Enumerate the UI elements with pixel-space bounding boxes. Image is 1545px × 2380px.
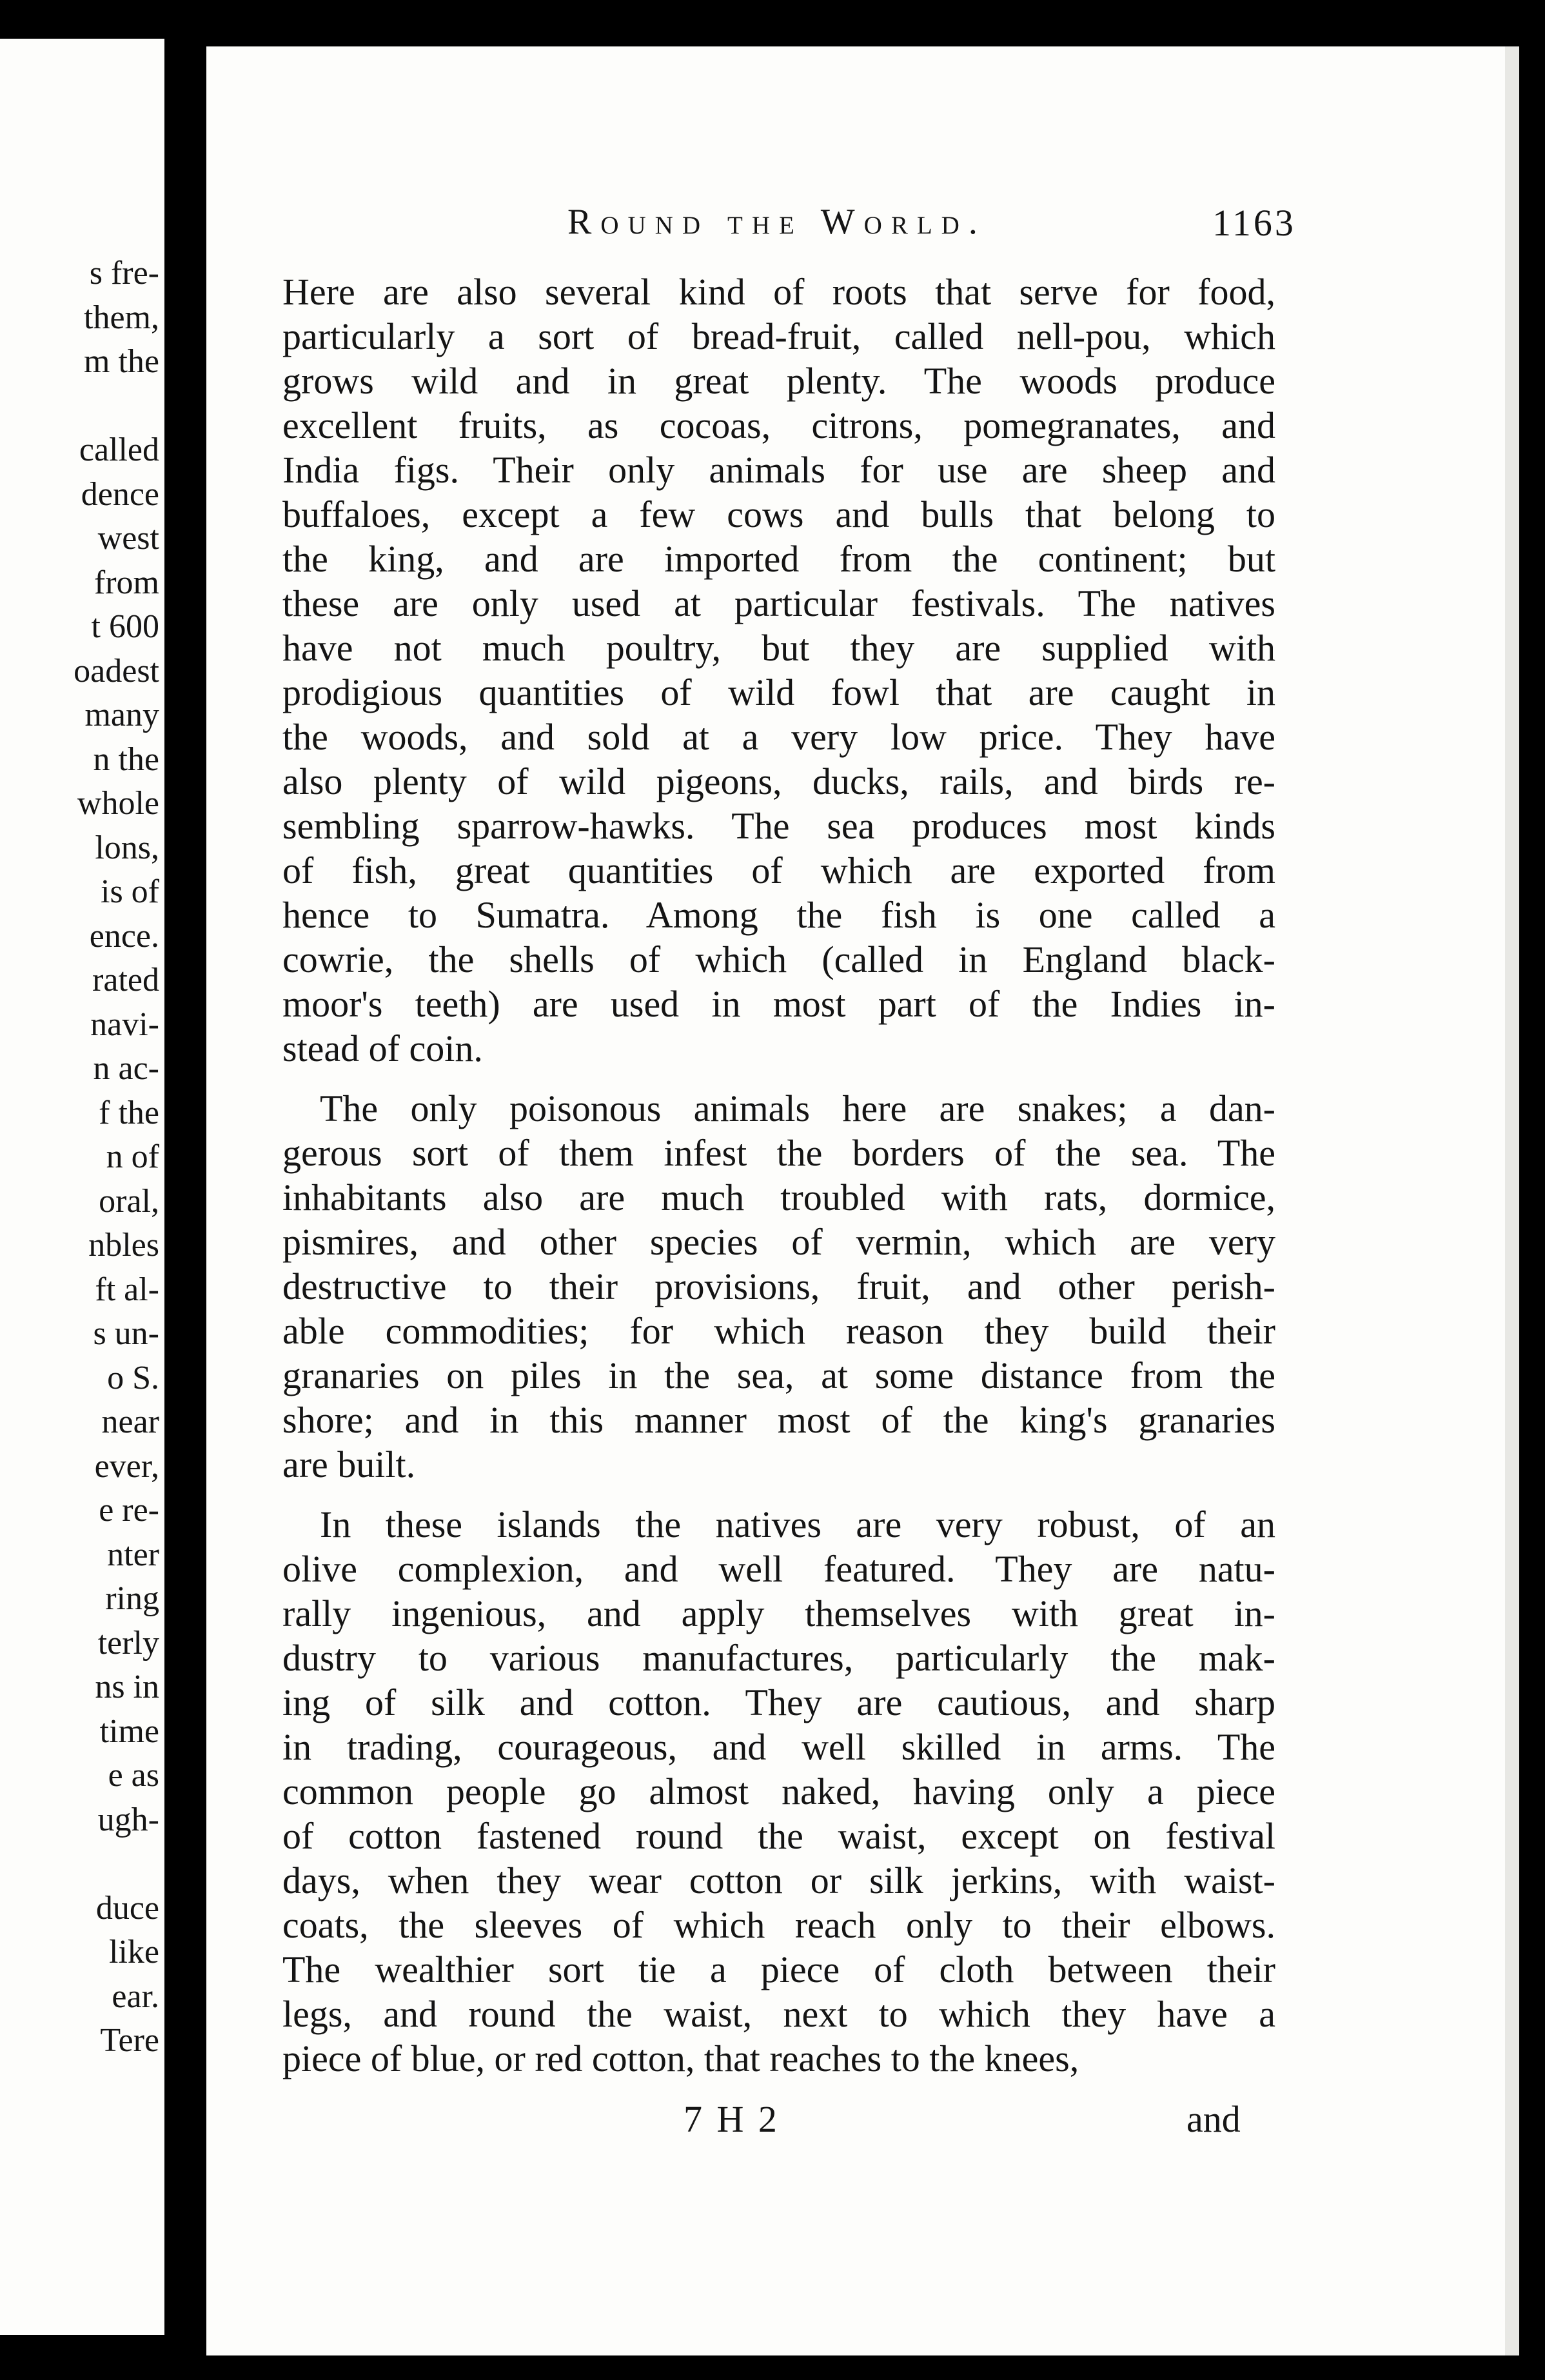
left-page-fragment: duce [95, 1889, 159, 1927]
left-page-fragment: them, [84, 299, 159, 336]
left-page-fragment: terly [97, 1624, 159, 1661]
left-page-fragment: ence. [89, 917, 159, 955]
main-page [206, 46, 1519, 2355]
text-line: The wealthier sort tie a piece of cloth between their [282, 1949, 1275, 1990]
text-line: particularly a sort of bread-fruit, called nell-pou, which [282, 315, 1275, 357]
left-page-fragment: called [79, 431, 159, 468]
left-page-fragment: whole [77, 785, 159, 822]
text-line: sembling sparrow-hawks. The sea produces most kinds [282, 805, 1275, 847]
paragraph [282, 1502, 1275, 2081]
paragraph [282, 1086, 1275, 1487]
left-page-fragment: o S. [107, 1359, 159, 1396]
text-line: cowrie, the shells of which (called in England black- [282, 938, 1275, 980]
text-line: piece of blue, or red cotton, that reaches to the knees, [282, 2038, 1079, 2079]
left-page-fragment: ft al- [95, 1271, 159, 1308]
left-page-blank-line [0, 384, 164, 429]
text-line: gerous sort of them infest the borders of the sea. The [282, 1132, 1275, 1174]
left-page-fragment: t 600 [91, 608, 159, 645]
left-page-fragment: m the [84, 343, 159, 380]
text-line: also plenty of wild pigeons, ducks, rails, and birds re- [282, 760, 1275, 802]
left-page-blank-line [0, 1842, 164, 1887]
left-page-fragment: west [97, 520, 159, 557]
text-line: olive complexion, and well featured. They are natu- [282, 1548, 1275, 1590]
text-line: are built. [282, 1443, 416, 1485]
page-edge-shadow [1505, 46, 1519, 2355]
left-facing-page [0, 39, 164, 2335]
left-page-fragment: s fre- [89, 255, 159, 292]
text-line: The only poisonous animals here are snakes; a dan- [320, 1087, 1275, 1129]
signature-mark: 7 H 2 [684, 2098, 780, 2140]
text-line: destructive to their provisions, fruit, and other perish- [282, 1265, 1275, 1307]
left-page-fragment: nter [107, 1536, 159, 1573]
text-line: granaries on piles in the sea, at some distance from the [282, 1354, 1275, 1396]
left-page-fragment: is of [101, 873, 159, 910]
left-page-fragment: ear. [112, 1978, 159, 2015]
text-line: of cotton fastened round the waist, except on festival [282, 1815, 1275, 1857]
text-line: in trading, courageous, and well skilled in arms. The [282, 1726, 1275, 1768]
page-footer [206, 2097, 1519, 2149]
text-line: stead of coin. [282, 1027, 483, 1069]
book-gutter [164, 0, 206, 2380]
text-line: inhabitants also are much troubled with rats, dormice, [282, 1176, 1275, 1218]
text-line: hence to Sumatra. Among the fish is one called a [282, 894, 1275, 936]
paragraph-gap [282, 1487, 1275, 1502]
left-page-fragment: rated [92, 962, 159, 998]
text-line: the woods, and sold at a very low price. They have [282, 716, 1275, 758]
text-line: Here are also several kind of roots that serve for food, [282, 271, 1275, 313]
text-line: have not much poultry, but they are supplied with [282, 627, 1275, 669]
left-page-fragment: n ac- [93, 1050, 159, 1087]
left-page-fragment: nbles [88, 1227, 159, 1264]
running-head-title: Round the World. [567, 202, 987, 242]
left-page-fragment: time [99, 1712, 159, 1750]
text-line: common people go almost naked, having only a piece [282, 1770, 1275, 1812]
left-page-fragment: e as [108, 1757, 159, 1794]
text-line: moor's teeth) are used in most part of the Indies in- [282, 983, 1275, 1025]
text-line: grows wild and in great plenty. The woods produce [282, 360, 1275, 402]
left-page-fragment: oral, [99, 1182, 159, 1220]
text-line: able commodities; for which reason they build their [282, 1310, 1275, 1352]
left-page-fragment: ring [105, 1580, 159, 1617]
left-page-fragment: Tere [100, 2022, 159, 2059]
left-page-fragment: n of [106, 1138, 159, 1175]
text-line: dustry to various manufactures, particularly the mak- [282, 1637, 1275, 1679]
text-line: prodigious quantities of wild fowl that are caught in [282, 671, 1275, 713]
body-text [282, 270, 1275, 2081]
text-line: pismires, and other species of vermin, which are very [282, 1221, 1275, 1263]
left-page-fragment: ugh- [97, 1801, 159, 1838]
left-page-fragment: f the [99, 1094, 159, 1131]
left-page-fragment: many [84, 697, 159, 733]
paragraph [282, 270, 1275, 1071]
left-page-fragment: e re- [99, 1492, 159, 1529]
left-page-text-fragments [0, 252, 164, 2063]
running-head [206, 201, 1519, 266]
text-line: coats, the sleeves of which reach only to their elbows. [282, 1904, 1275, 1946]
left-page-fragment: s un- [93, 1315, 159, 1352]
text-line: shore; and in this manner most of the king's granaries [282, 1399, 1275, 1441]
text-line: rally ingenious, and apply themselves with great in- [282, 1592, 1275, 1634]
text-line: legs, and round the waist, next to which they have a [282, 1993, 1275, 2035]
left-page-fragment: lons, [95, 829, 159, 866]
text-line: these are only used at particular festivals. The natives [282, 582, 1275, 624]
left-page-fragment: dence [81, 475, 159, 513]
left-page-fragment: near [101, 1403, 159, 1440]
text-line: In these islands the natives are very robust, of an [320, 1503, 1275, 1545]
left-page-fragment: ns in [95, 1669, 159, 1705]
left-page-fragment: from [93, 564, 159, 601]
text-line: the king, and are imported from the continent; but [282, 538, 1275, 580]
text-line: days, when they wear cotton or silk jerkins, with waist- [282, 1859, 1275, 1901]
catchword: and [1186, 2098, 1241, 2140]
left-page-fragment: n the [93, 740, 159, 778]
paragraph-gap [282, 1071, 1275, 1086]
left-page-fragment: like [109, 1934, 159, 1970]
text-line: excellent fruits, as cocoas, citrons, pomegranates, and [282, 404, 1275, 446]
left-page-fragment: navi- [90, 1006, 159, 1043]
left-page-fragment: ever, [94, 1447, 159, 1485]
text-line: ing of silk and cotton. They are cautious, and sharp [282, 1681, 1275, 1723]
text-line: India figs. Their only animals for use are sheep and [282, 449, 1275, 491]
page-number: 1163 [1212, 202, 1296, 244]
left-page-fragment: oadest [74, 652, 159, 689]
text-line: of fish, great quantities of which are exported from [282, 849, 1275, 891]
text-line: buffaloes, except a few cows and bulls that belong to [282, 493, 1275, 535]
